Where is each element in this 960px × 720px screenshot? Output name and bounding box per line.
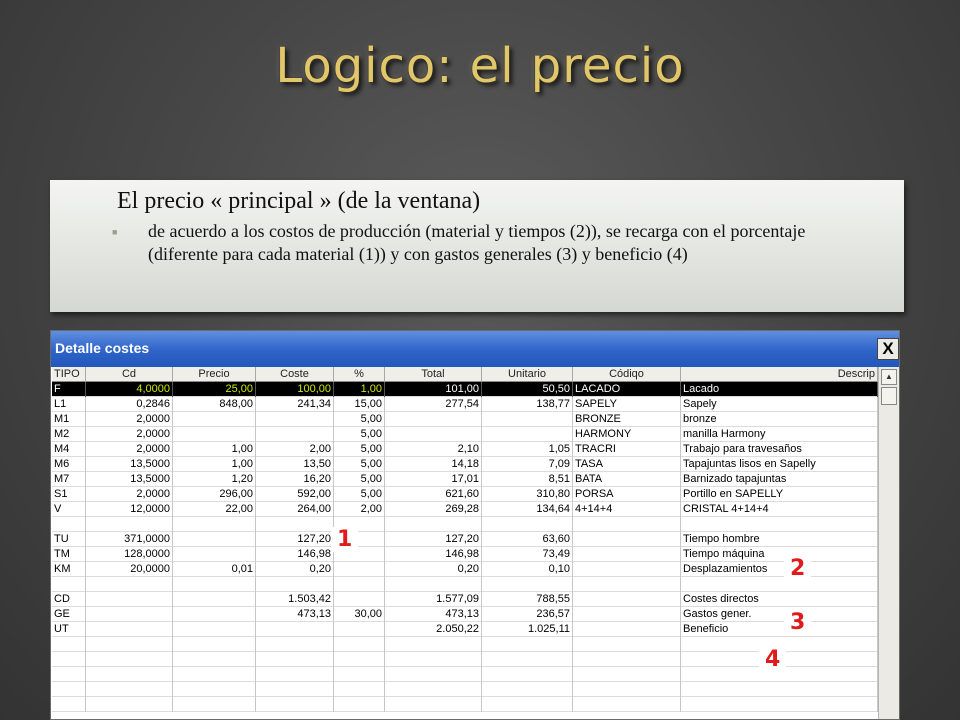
annotation-2: 2 [784, 556, 811, 581]
table-cell [173, 637, 256, 652]
table-cell: 101,00 [385, 382, 482, 397]
table-cell: 63,60 [482, 532, 573, 547]
table-cell: PORSA [573, 487, 681, 502]
table-row[interactable] [52, 427, 878, 442]
table-cell [573, 667, 681, 682]
table-cell: Portillo en SAPELLY [681, 487, 878, 502]
table-cell: 138,77 [482, 397, 573, 412]
table-cell [256, 652, 334, 667]
table-cell [173, 412, 256, 427]
table-cell: 146,98 [385, 547, 482, 562]
table-cell: 2,0000 [86, 427, 173, 442]
table-cell [52, 682, 86, 697]
table-cell [573, 652, 681, 667]
table-cell: 13,5000 [86, 457, 173, 472]
table-cell [482, 682, 573, 697]
table-cell: Desplazamientos [681, 562, 878, 577]
bullet-main: El precio « principal » (de la ventana) [117, 188, 481, 214]
table-cell: 310,80 [482, 487, 573, 502]
table-row[interactable] [52, 517, 878, 532]
table-cell [86, 682, 173, 697]
column-header[interactable]: Unitario [482, 367, 573, 382]
table-row[interactable] [52, 697, 878, 712]
table-cell [482, 412, 573, 427]
table-cell: Sapely [681, 397, 878, 412]
table-row[interactable] [52, 502, 878, 517]
table-cell [173, 547, 256, 562]
table-cell: UT [52, 622, 86, 637]
table-cell: manilla Harmony [681, 427, 878, 442]
table-cell [334, 637, 385, 652]
table-cell [681, 682, 878, 697]
table-cell [173, 652, 256, 667]
table-row[interactable] [52, 562, 878, 577]
annotation-1: 1 [331, 527, 358, 552]
column-header[interactable]: TIPO [52, 367, 86, 382]
table-cell: 25,00 [173, 382, 256, 397]
table-cell [573, 577, 681, 592]
column-header[interactable]: Cd [86, 367, 173, 382]
table-cell: KM [52, 562, 86, 577]
table-cell: Tiempo máquina [681, 547, 878, 562]
table-cell: 50,50 [482, 382, 573, 397]
table-row[interactable] [52, 667, 878, 682]
table-row[interactable] [52, 682, 878, 697]
column-header[interactable]: Descrip [681, 367, 878, 382]
table-cell: 5,00 [334, 472, 385, 487]
column-header[interactable]: Precio [173, 367, 256, 382]
table-cell: 1.503,42 [256, 592, 334, 607]
table-cell: Lacado [681, 382, 878, 397]
vertical-scrollbar[interactable] [878, 367, 899, 719]
close-icon: X [882, 339, 894, 358]
table-cell: 236,57 [482, 607, 573, 622]
table-cell: 12,0000 [86, 502, 173, 517]
table-cell: BRONZE [573, 412, 681, 427]
table-cell: 1.577,09 [385, 592, 482, 607]
table-row[interactable] [52, 652, 878, 667]
table-cell [385, 697, 482, 712]
table-cell: bronze [681, 412, 878, 427]
table-cell: 277,54 [385, 397, 482, 412]
table-cell [482, 652, 573, 667]
grid-header [52, 367, 878, 382]
table-cell: M2 [52, 427, 86, 442]
table-row[interactable] [52, 397, 878, 412]
table-cell: 127,20 [385, 532, 482, 547]
table-cell [573, 622, 681, 637]
table-cell [334, 562, 385, 577]
table-cell [52, 577, 86, 592]
bullet-sub: de acuerdo a los costos de producción (material y tiempos (2)), se recarga con el porcentaje (diferente para cada material (1)) y con gastos generales (3) y beneficio (4) [148, 221, 806, 264]
table-cell: 296,00 [173, 487, 256, 502]
table-cell: 1,00 [173, 457, 256, 472]
table-cell [86, 517, 173, 532]
table-row[interactable] [52, 382, 878, 397]
table-cell: CRISTAL 4+14+4 [681, 502, 878, 517]
table-cell [334, 622, 385, 637]
table-cell: 134,64 [482, 502, 573, 517]
table-cell: M4 [52, 442, 86, 457]
table-cell: 20,0000 [86, 562, 173, 577]
scroll-up-icon[interactable]: ▲ [881, 369, 897, 385]
table-cell [173, 577, 256, 592]
table-cell: 5,00 [334, 427, 385, 442]
table-cell: TRACRI [573, 442, 681, 457]
table-cell [256, 412, 334, 427]
table-cell [573, 637, 681, 652]
table-cell: 4+14+4 [573, 502, 681, 517]
table-cell: 4,0000 [86, 382, 173, 397]
table-cell: 100,00 [256, 382, 334, 397]
table-cell [573, 532, 681, 547]
table-row[interactable] [52, 532, 878, 547]
table-cell: 1.025,11 [482, 622, 573, 637]
table-cell [482, 697, 573, 712]
table-cell: 2,10 [385, 442, 482, 457]
table-cell [52, 637, 86, 652]
table-cell: 15,00 [334, 397, 385, 412]
table-row[interactable] [52, 577, 878, 592]
table-row[interactable] [52, 487, 878, 502]
table-cell [173, 682, 256, 697]
annotation-3: 3 [784, 610, 811, 635]
table-cell: 22,00 [173, 502, 256, 517]
table-cell [86, 577, 173, 592]
table-cell: 0,20 [256, 562, 334, 577]
table-cell: 73,49 [482, 547, 573, 562]
table-cell: 7,09 [482, 457, 573, 472]
column-header[interactable]: Códiqo [573, 367, 681, 382]
table-cell: CD [52, 592, 86, 607]
table-cell: GE [52, 607, 86, 622]
table-cell: 621,60 [385, 487, 482, 502]
column-header[interactable]: % [334, 367, 385, 382]
table-row[interactable] [52, 457, 878, 472]
table-cell: 5,00 [334, 487, 385, 502]
table-row[interactable] [52, 442, 878, 457]
table-cell: HARMONY [573, 427, 681, 442]
table-cell: F [52, 382, 86, 397]
table-cell: 127,20 [256, 532, 334, 547]
table-cell [256, 637, 334, 652]
table-cell: Tiempo hombre [681, 532, 878, 547]
table-cell: 8,51 [482, 472, 573, 487]
table-cell [573, 697, 681, 712]
table-cell: 371,0000 [86, 532, 173, 547]
table-cell: S1 [52, 487, 86, 502]
table-cell [385, 667, 482, 682]
table-cell: 0,10 [482, 562, 573, 577]
table-cell: Gastos gener. [681, 607, 878, 622]
table-cell: 2,0000 [86, 442, 173, 457]
table-cell: 2,00 [256, 442, 334, 457]
table-row[interactable] [52, 622, 878, 637]
detail-costs-window [50, 330, 900, 720]
table-cell: Tapajuntas lisos en Sapelly [681, 457, 878, 472]
text-panel [50, 180, 904, 312]
table-cell [173, 532, 256, 547]
table-cell [385, 652, 482, 667]
table-cell [385, 517, 482, 532]
table-cell: Beneficio [681, 622, 878, 637]
table-cell [482, 667, 573, 682]
table-cell [334, 577, 385, 592]
table-cell: 2.050,22 [385, 622, 482, 637]
table-cell: 473,13 [256, 607, 334, 622]
table-cell: 0,2846 [86, 397, 173, 412]
table-cell [334, 667, 385, 682]
table-cell [334, 592, 385, 607]
table-cell [573, 517, 681, 532]
table-cell: 1,20 [173, 472, 256, 487]
table-cell: 128,0000 [86, 547, 173, 562]
table-cell [256, 667, 334, 682]
table-cell: M6 [52, 457, 86, 472]
table-cell: M1 [52, 412, 86, 427]
table-cell [256, 622, 334, 637]
table-cell [256, 517, 334, 532]
table-cell: 848,00 [173, 397, 256, 412]
table-cell [173, 517, 256, 532]
table-row[interactable] [52, 412, 878, 427]
table-cell: 16,20 [256, 472, 334, 487]
table-cell [86, 592, 173, 607]
table-cell: 592,00 [256, 487, 334, 502]
table-cell [256, 697, 334, 712]
table-cell [573, 547, 681, 562]
table-cell [86, 637, 173, 652]
table-cell: BATA [573, 472, 681, 487]
table-cell [334, 682, 385, 697]
table-cell: Trabajo para travesaños [681, 442, 878, 457]
table-cell: 264,00 [256, 502, 334, 517]
table-cell: 13,50 [256, 457, 334, 472]
table-cell [482, 637, 573, 652]
table-row[interactable] [52, 637, 878, 652]
table-cell [52, 652, 86, 667]
table-cell [173, 697, 256, 712]
table-cell: V [52, 502, 86, 517]
table-cell: 0,01 [173, 562, 256, 577]
scroll-thumb[interactable] [881, 387, 897, 405]
table-cell [173, 607, 256, 622]
table-cell [86, 667, 173, 682]
table-cell [173, 622, 256, 637]
table-cell: M7 [52, 472, 86, 487]
table-cell [86, 697, 173, 712]
column-header[interactable]: Coste [256, 367, 334, 382]
table-cell [385, 682, 482, 697]
table-cell: 241,34 [256, 397, 334, 412]
table-cell: 269,28 [385, 502, 482, 517]
table-cell [681, 577, 878, 592]
table-cell [385, 637, 482, 652]
table-row[interactable] [52, 592, 878, 607]
table-row[interactable] [52, 472, 878, 487]
annotation-4: 4 [759, 647, 786, 672]
table-cell [334, 697, 385, 712]
window-titlebar[interactable] [51, 331, 899, 367]
table-cell [52, 697, 86, 712]
slide-title: Logico: el precio [275, 38, 685, 94]
table-cell: 146,98 [256, 547, 334, 562]
table-cell [385, 427, 482, 442]
window-title: Detalle costes [55, 340, 150, 356]
table-cell [173, 427, 256, 442]
table-cell [256, 577, 334, 592]
table-cell [385, 412, 482, 427]
table-cell [482, 427, 573, 442]
table-cell: 2,00 [334, 502, 385, 517]
table-cell: 5,00 [334, 442, 385, 457]
table-cell [482, 517, 573, 532]
sub-bullet-marker-icon: ■ [112, 227, 118, 237]
table-cell [86, 622, 173, 637]
table-cell [256, 427, 334, 442]
table-row[interactable] [52, 607, 878, 622]
table-cell: 30,00 [334, 607, 385, 622]
table-cell: 1,05 [482, 442, 573, 457]
table-cell: 13,5000 [86, 472, 173, 487]
table-cell: Barnizado tapajuntas [681, 472, 878, 487]
table-cell [334, 652, 385, 667]
table-cell: 2,0000 [86, 487, 173, 502]
table-cell [173, 592, 256, 607]
table-cell [573, 607, 681, 622]
table-cell: 14,18 [385, 457, 482, 472]
table-cell [52, 667, 86, 682]
table-cell: 5,00 [334, 457, 385, 472]
table-cell: 2,0000 [86, 412, 173, 427]
table-cell: Costes directos [681, 592, 878, 607]
table-cell [482, 577, 573, 592]
table-cell: 5,00 [334, 412, 385, 427]
table-cell: LACADO [573, 382, 681, 397]
column-header[interactable]: Total [385, 367, 482, 382]
table-cell: L1 [52, 397, 86, 412]
cost-grid[interactable] [52, 367, 878, 719]
table-cell [573, 562, 681, 577]
table-row[interactable] [52, 547, 878, 562]
table-cell [573, 682, 681, 697]
table-cell: 0,20 [385, 562, 482, 577]
table-cell [86, 607, 173, 622]
table-cell [256, 682, 334, 697]
table-cell: TU [52, 532, 86, 547]
close-button[interactable] [877, 338, 899, 360]
table-cell [173, 667, 256, 682]
table-cell [52, 517, 86, 532]
table-cell: 17,01 [385, 472, 482, 487]
table-cell [86, 652, 173, 667]
table-cell: TM [52, 547, 86, 562]
table-cell: 1,00 [173, 442, 256, 457]
table-cell [573, 592, 681, 607]
table-cell: 1,00 [334, 382, 385, 397]
table-cell: 473,13 [385, 607, 482, 622]
table-cell [681, 517, 878, 532]
table-cell [385, 577, 482, 592]
table-cell [681, 697, 878, 712]
table-cell: 788,55 [482, 592, 573, 607]
table-cell: TASA [573, 457, 681, 472]
table-cell: SAPELY [573, 397, 681, 412]
